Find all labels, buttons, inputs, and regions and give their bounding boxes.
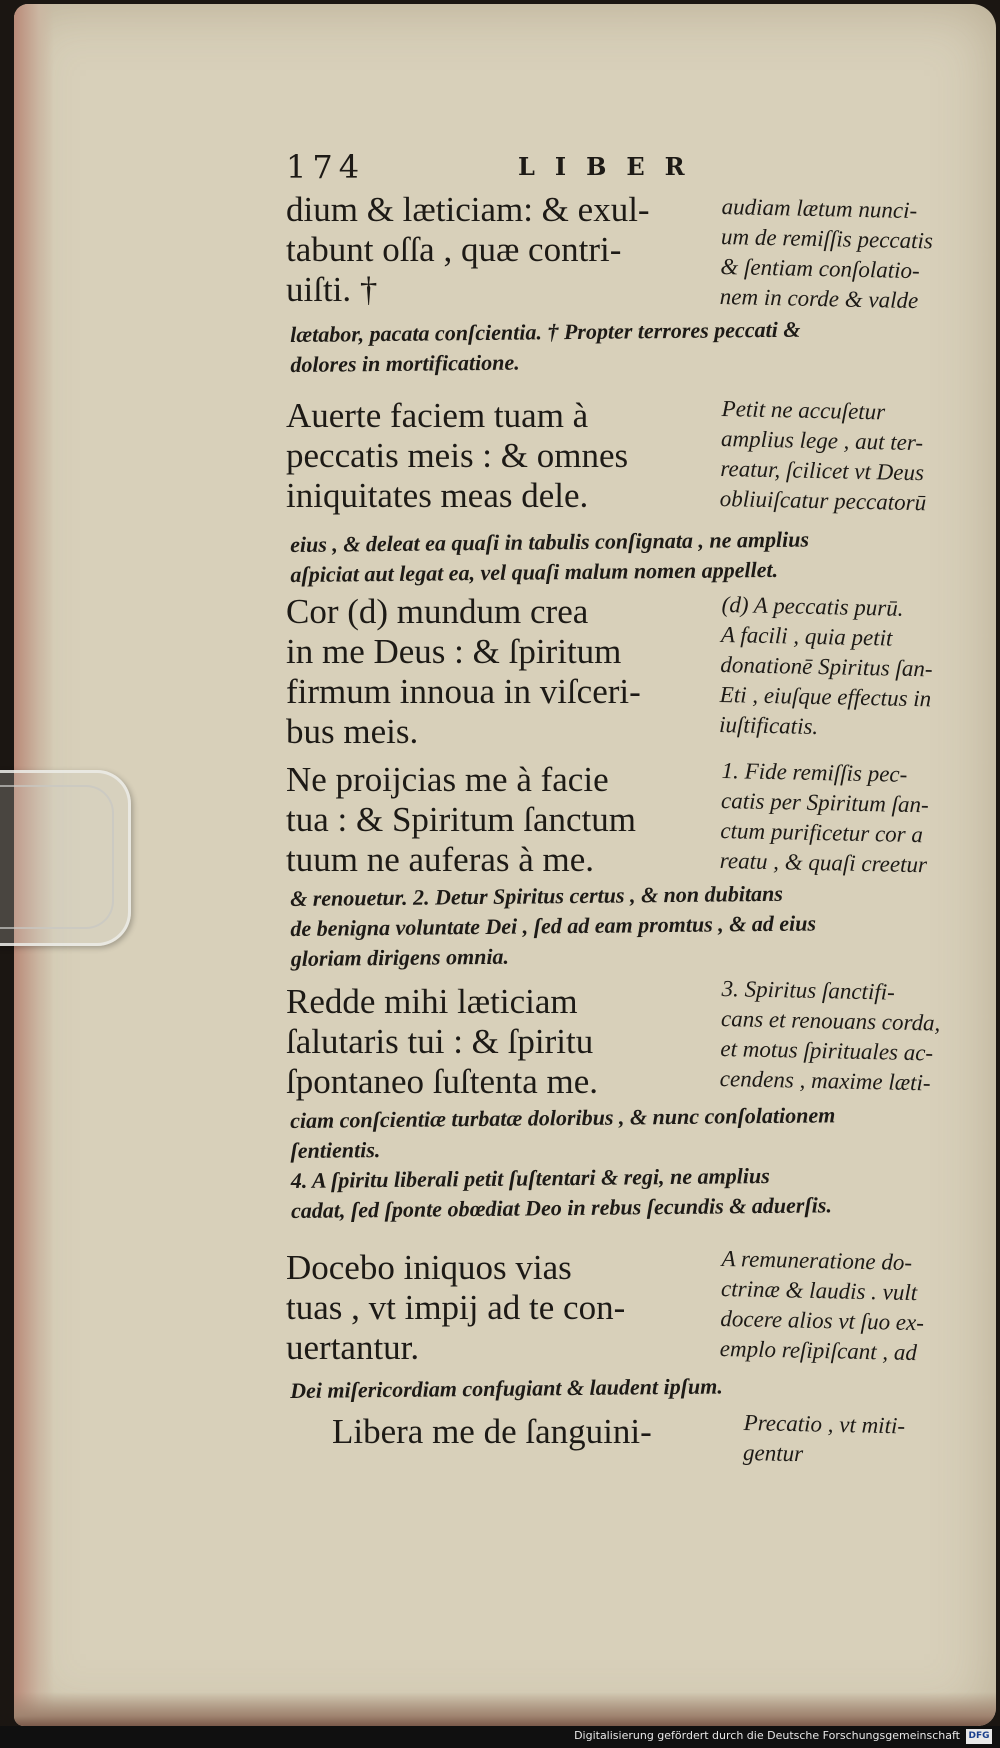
psalm-verse: Libera me de ſanguini- xyxy=(332,1412,652,1451)
psalm-verse: dium & læticiam: & exul- tabunt oſſa , quæ contri- uiſti. † xyxy=(286,190,650,309)
running-head: LIBER xyxy=(518,152,705,181)
page-clip xyxy=(0,770,131,946)
psalm-verse: Auerte faciem tuam à peccatis meis : & omnes iniquitates meas dele. xyxy=(286,396,629,515)
psalm-verse: Ne proijcias me à facie tua : & Spiritum ſanctum tuum ne auferas à me. xyxy=(286,760,636,879)
margin-note: Petit ne accuſetur amplius lege , aut ter- reatur, ſcilicet vt Deus obliuiſcatur peccatorū xyxy=(719,395,927,516)
margin-note: (d) A peccatis purū. A facili , quia petit donationē Spiritus ſan- Eti , eiuſque effectus in iuſtificatis. xyxy=(718,591,933,740)
page-clip-inner xyxy=(0,785,114,929)
note-continuation: eius , & deleat ea quaſi in tabulis conſignata , ne amplius aſpiciat aut legat ea, vel quaſi malum nomen appellet. xyxy=(290,526,810,587)
note-continuation: & renouetur. 2. Detur Spiritus certus , & non dubitans de benigna voluntate Dei , ſed ad eam promtus , & ad eius gloriam dirigens omnia. xyxy=(290,880,817,971)
book-page xyxy=(14,4,996,1726)
page-number: 174 xyxy=(286,148,366,186)
psalm-verse: Redde mihi læticiam ſalutaris tui : & ſpiritu ſpontaneo ſuſtenta me. xyxy=(286,982,598,1101)
psalm-verse: Cor (d) mundum crea in me Deus : & ſpiritum firmum innoua in viſceri- bus meis. xyxy=(286,592,641,751)
footer-credit: Digitalisierung gefördert durch die Deutsche Forschungsgemeinschaft xyxy=(574,1729,960,1742)
note-continuation: ciam conſcientiæ turbatæ doloribus , & nunc conſolationem ſentientis. 4. A ſpiritu liberali petit ſuſtentari & regi, ne amplius cadat, ſed ſponte obœdiat Deo in rebus ſecundis & aduerſis. xyxy=(290,1102,836,1223)
page-bottom-edge xyxy=(14,1692,996,1726)
margin-note: 3. Spiritus ſanctifi- cans et renouans corda, et motus ſpirituales ac- cendens , maxime læti- xyxy=(719,975,941,1096)
margin-note: audiam lætum nunci- um de remiſſis peccatis & ſentiam conſolatio- nem in corde & valde xyxy=(719,193,934,314)
margin-note: 1. Fide remiſſis pec- catis per Spiritum ſan- ctum purificetur cor a reatu , & quaſi creetur xyxy=(719,757,929,878)
margin-note: A remuneratione do- ctrinæ & laudis . vult docere alios vt ſuo ex- emplo reſipiſcant , ad xyxy=(719,1245,925,1366)
page-header xyxy=(286,148,756,188)
note-continuation: lætabor, pacata conſcientia. † Propter terrores peccati & dolores in mortificatione. xyxy=(290,316,801,377)
psalm-verse: Docebo iniquos vias tuas , vt impij ad te con- uertantur. xyxy=(286,1248,626,1367)
digitization-footer xyxy=(0,1726,1000,1748)
margin-note: Precatio , vt miti- gentur xyxy=(742,1409,906,1467)
dfg-logo-icon: DFG xyxy=(966,1729,992,1744)
note-continuation: Dei miſericordiam confugiant & laudent ipſum. xyxy=(290,1373,723,1403)
